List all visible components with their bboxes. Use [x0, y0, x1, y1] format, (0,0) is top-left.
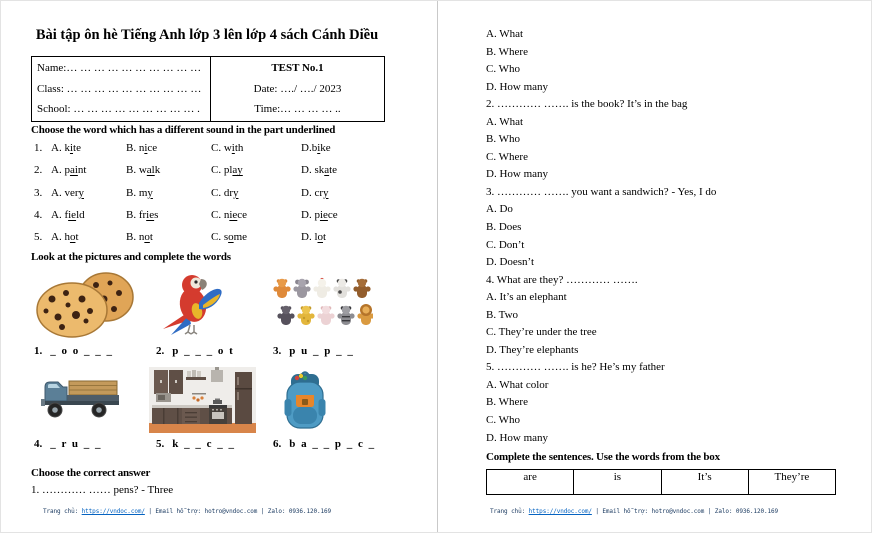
section-heading-sound: Choose the word which has a different sound in the part underlined — [31, 124, 336, 136]
option-text: B. fr — [126, 208, 147, 221]
option-d — [301, 187, 329, 199]
option-a — [51, 164, 86, 176]
text-line: A. Do — [486, 203, 513, 216]
option-b — [126, 187, 153, 199]
option-b — [126, 142, 157, 154]
option-d — [301, 164, 337, 176]
section-heading-complete-sentences: Complete the sentences. Use the words from the box — [486, 451, 720, 463]
option-text: C. dr — [211, 186, 233, 199]
option-text: B. n — [126, 231, 145, 244]
sound-question-row-1 — [1, 142, 437, 164]
item-number: 5. — [156, 438, 165, 450]
underlined-part: ie — [319, 208, 328, 221]
text-line: C. Where — [486, 150, 528, 163]
option-text: A. k — [51, 142, 70, 154]
text-line: D. Doesn’t — [486, 256, 535, 269]
time-field: Time:… … … … .. — [254, 103, 341, 115]
footer-home-label: Trang chủ: — [43, 508, 82, 515]
underlined-part: y — [78, 186, 84, 199]
option-text: nt — [77, 164, 87, 177]
word-blank-item-2 — [156, 345, 234, 357]
option-d — [301, 231, 326, 243]
text-line: C. Don’t — [486, 238, 525, 251]
option-a — [51, 209, 85, 221]
section-heading-pictures: Look at the pictures and complete the words — [31, 251, 231, 263]
option-d — [301, 209, 338, 221]
option-text: D.b — [301, 142, 318, 154]
underlined-part: o — [69, 231, 76, 244]
item-number: 2. — [156, 345, 165, 357]
underlined-part: y — [147, 186, 153, 199]
item-number: 6. — [273, 438, 282, 450]
item-number: 1. — [34, 345, 43, 357]
option-c — [211, 164, 243, 176]
question-number: 5. — [34, 231, 43, 244]
text-line: C. Who — [486, 414, 521, 427]
word-box-table — [486, 469, 836, 495]
option-text: th — [234, 142, 244, 154]
underlined-part: y — [233, 186, 239, 199]
option-c — [211, 209, 247, 221]
option-text: C. s — [211, 231, 229, 244]
text-line: D. They’re elephants — [486, 343, 579, 356]
word-blank: _ r u _ _ — [50, 438, 103, 450]
option-text: ld — [76, 208, 85, 221]
option-text: D. l — [301, 231, 318, 244]
text-line: B. Who — [486, 133, 521, 146]
underlined-part: a — [324, 164, 330, 177]
underlined-part: ie — [68, 208, 77, 221]
text-line: B. Where — [486, 45, 528, 58]
footer-contact-text: | Email hỗ trợ: hotro@vndoc.com | Zalo: 0936.120.169 — [144, 508, 332, 515]
option-text: D. sk — [301, 164, 325, 177]
text-line: 5. ………… ……. is he? He’s my father — [486, 361, 665, 374]
test-info-right-cell — [211, 57, 384, 121]
underlined-part: ai — [69, 164, 78, 177]
option-c — [211, 142, 243, 154]
document-title: Bài tập ôn hè Tiếng Anh lớp 3 lên lớp 4 sách Cánh Diều — [35, 27, 379, 43]
option-b — [126, 209, 158, 221]
word-blank: k _ _ c _ _ — [172, 438, 236, 450]
date-field: Date: …./ …./ 2023 — [253, 82, 342, 95]
option-text: k — [154, 164, 161, 177]
question-number: 4. — [34, 208, 43, 221]
option-c — [211, 231, 247, 243]
option-a — [51, 187, 84, 199]
text-line: 2. ………… ……. is the book? It’s in the bag — [486, 98, 688, 111]
option-d — [301, 142, 331, 154]
option-text: A. p — [51, 164, 70, 177]
question-lines — [486, 28, 716, 449]
word-blank-item-1 — [34, 345, 114, 357]
sound-question-row-4 — [1, 209, 437, 231]
option-text: ke — [320, 142, 331, 154]
truck-image — [39, 373, 121, 421]
option-text: A. ver — [51, 186, 79, 199]
underlined-part: i — [231, 142, 235, 154]
page-footer — [490, 508, 778, 515]
option-a — [51, 142, 81, 154]
word-box-cell: is — [574, 470, 661, 494]
word-blank: p u _ p _ _ — [289, 345, 355, 357]
page-1 — [1, 1, 437, 533]
class-field: Class: … … … … … … … … … … — [37, 82, 202, 95]
option-text: D. p — [301, 208, 320, 221]
option-text: t — [75, 231, 79, 244]
underlined-part: i — [69, 142, 74, 154]
option-text: ce — [147, 142, 158, 154]
option-text: B. n — [126, 142, 145, 154]
student-info-left-cell — [32, 57, 211, 121]
option-b — [126, 231, 153, 243]
word-blank: b a _ _ p _ c _ — [289, 438, 376, 450]
text-line: B. Does — [486, 221, 522, 234]
text-line: 4. What are they? ………… ……. — [486, 273, 638, 286]
item-number: 4. — [34, 438, 43, 450]
text-line: D. How many — [486, 431, 549, 444]
kitchen-image — [149, 367, 256, 433]
section-heading-choose-answer: Choose the correct answer — [31, 467, 151, 479]
text-line: C. Who — [486, 63, 521, 76]
option-text: ce — [237, 208, 248, 221]
footer-home-link[interactable]: https://vndoc.com/ — [81, 508, 145, 515]
underlined-part: o — [144, 231, 150, 244]
text-line: D. How many — [486, 168, 549, 181]
option-text: B. m — [126, 186, 148, 199]
word-blank-item-6 — [273, 438, 376, 450]
underlined-part: o — [228, 231, 234, 244]
underlined-part: ie — [229, 208, 238, 221]
option-text: A. f — [51, 208, 69, 221]
name-field: Name:… … … … … … … … … … — [37, 62, 202, 74]
option-text: t — [149, 231, 153, 244]
underlined-part: ay — [232, 164, 243, 177]
sound-question-row-2 — [1, 164, 437, 186]
option-text: B. w — [126, 164, 147, 177]
backpack-image — [283, 369, 327, 433]
text-line: B. Where — [486, 396, 528, 409]
footer-home-link[interactable]: https://vndoc.com/ — [528, 508, 592, 515]
option-text: ce — [327, 208, 338, 221]
text-line: D. How many — [486, 80, 549, 93]
option-a — [51, 231, 79, 243]
word-blank: p _ _ _ o t — [172, 345, 235, 357]
question-number: 1. — [34, 142, 43, 154]
text-line: B. Two — [486, 308, 519, 321]
underlined-part: o — [317, 231, 323, 244]
text-line: 3. ………… ……. you want a sandwich? - Yes, I do — [486, 185, 717, 198]
school-field: School: … … … … … … … … … . — [37, 103, 200, 115]
option-text: te — [329, 164, 338, 177]
option-text: C. n — [211, 208, 230, 221]
word-blank-item-3 — [273, 345, 354, 357]
text-line: A. What — [486, 28, 524, 40]
puppets-image — [273, 277, 373, 329]
underlined-part: al — [146, 164, 155, 177]
question-number: 2. — [34, 164, 43, 177]
item-number: 3. — [273, 345, 282, 357]
text-line: A. What — [486, 115, 524, 128]
underlined-part: i — [317, 142, 321, 154]
page-2 — [438, 1, 872, 533]
option-text: me — [233, 231, 248, 244]
word-blank-item-4 — [34, 438, 102, 450]
underlined-part: ie — [146, 208, 155, 221]
option-text: te — [73, 142, 81, 154]
option-text: D. cr — [301, 186, 323, 199]
sound-question-row-3 — [1, 187, 437, 209]
text-line: C. They’re under the tree — [486, 326, 597, 339]
underlined-part: i — [144, 142, 148, 154]
question-number: 3. — [34, 186, 43, 199]
word-box-cell: It’s — [662, 470, 749, 494]
option-text: C. pl — [211, 164, 233, 177]
page-footer — [43, 508, 331, 515]
test-number: TEST No.1 — [271, 62, 324, 74]
word-box-cell: They’re — [774, 471, 810, 483]
option-text: s — [154, 208, 159, 221]
text-line: A. What color — [486, 378, 549, 391]
sound-question-list — [1, 142, 437, 253]
student-info-table — [31, 56, 385, 122]
underlined-part: y — [323, 186, 329, 199]
parrot-image — [157, 269, 233, 339]
word-blank: _ o o _ _ _ — [50, 345, 114, 357]
word-blank-item-5 — [156, 438, 236, 450]
option-text: C. w — [211, 142, 232, 154]
text-line: A. It’s an elephant — [486, 291, 567, 304]
footer-home-label: Trang chủ: — [490, 508, 529, 515]
footer-contact-text: | Email hỗ trợ: hotro@vndoc.com | Zalo: 0936.120.169 — [591, 508, 779, 515]
option-text: t — [323, 231, 327, 244]
option-b — [126, 164, 160, 176]
word-box-cell: are — [487, 470, 574, 494]
cookies-image — [34, 269, 138, 339]
question-1-line: 1. ………… …… pens? - Three — [31, 484, 174, 496]
option-text: A. h — [51, 231, 70, 244]
option-c — [211, 187, 239, 199]
